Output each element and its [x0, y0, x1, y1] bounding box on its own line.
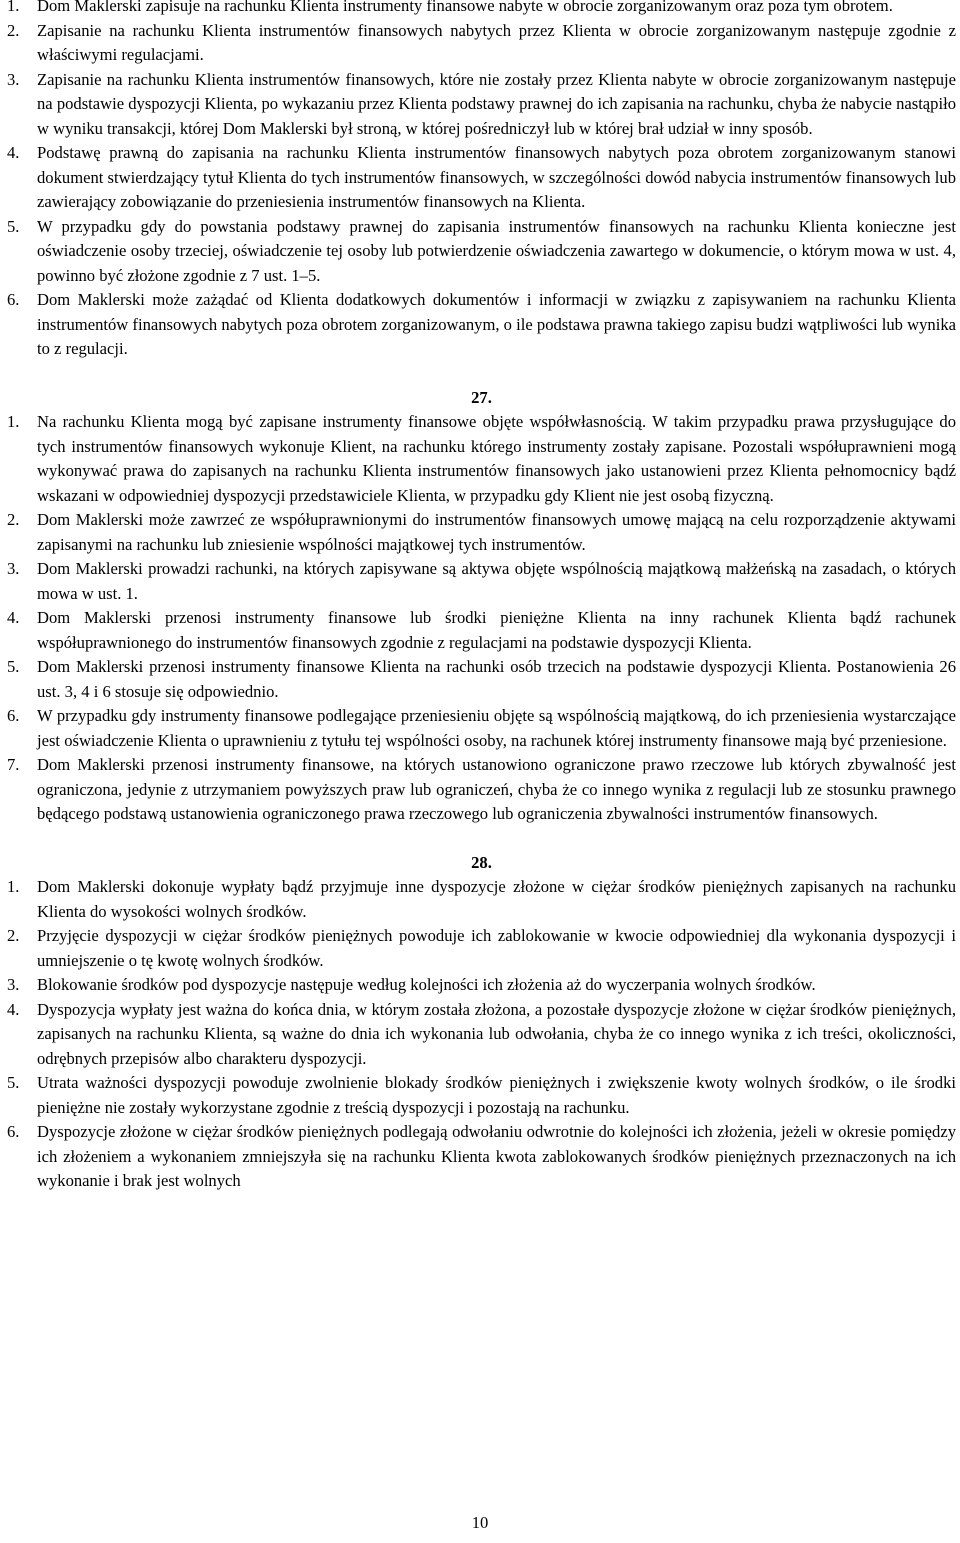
- list-item: [7, 508, 956, 557]
- item-text: Dom Maklerski dokonuje wypłaty bądź przyjmuje inne dyspozycje złożone w ciężar środków pieniężnych zapisanych na rachunku Klienta do wysokości wolnych środków.: [37, 877, 956, 921]
- item-text: Zapisanie na rachunku Klienta instrumentów finansowych, które nie zostały przez Klienta nabyte w obrocie zorganizowanym następuje na podstawie dyspozycji Klienta, po wykazaniu przez Klienta podstawy prawnej do ich zapisania na rachunku, chyba że nabycie nastąpiło w wyniku transakcji, której Dom Maklerski był stroną, w której pośredniczył lub w której brał udział w inny sposób.: [37, 69, 956, 138]
- item-text: W przypadku gdy do powstania podstawy prawnej do zapisania instrumentów finansowych na rachunku Klienta konieczne jest oświadczenie osoby trzeciej, oświadczenie tej osoby lub potwierdzenie oświadczenia zawartego w dokumencie, o którym mowa w ust. 4, powinno być złożone zgodnie z 7 ust. 1–5.: [37, 216, 956, 285]
- item-text: Dom Maklerski przenosi instrumenty finansowe, na których ustanowiono ograniczone prawo rzeczowe lub których zbywalność jest ograniczona, jedynie z utrzymaniem powyższych praw lub ograniczeń, chyba że co innego wynika z regulacji lub ze stosunku prawnego będącego podstawą ustanowienia ograniczonego prawa rzeczowego lub ograniczenia zbywalności instrumentów finansowych.: [37, 755, 956, 823]
- section-27-heading: 27.: [471, 387, 492, 407]
- item-text: Dyspozycja wypłaty jest ważna do końca dnia, w którym została złożona, a pozostałe dyspozycje złożone w ciężar środków pieniężnych, zapisanych na rachunku Klienta, są ważne do dnia ich wykonania lub odwołania, chyba że co innego wynika z ich treści, okoliczności, odrębnych przepisów albo charakteru dyspozycji.: [37, 999, 956, 1068]
- item-number: 5.: [7, 657, 20, 676]
- item-number: 7.: [7, 755, 20, 774]
- item-text: Podstawę prawną do zapisania na rachunku Klienta instrumentów finansowych nabytych poza obrotem zorganizowanym stanowi dokument stwierdzający tytuł Klienta do tych instrumentów finansowych, w szczególności dowód nabycia instrumentów finansowych lub zawierający zobowiązanie do przeniesienia instrumentów finansowych na Klienta.: [37, 143, 956, 211]
- section-28: [7, 875, 956, 1194]
- section-27: [7, 410, 956, 827]
- section-27-heading-wrap: [7, 362, 956, 411]
- item-number: 6.: [7, 1122, 20, 1141]
- item-text: Blokowanie środków pod dyspozycje następuje według kolejności ich złożenia aż do wyczerpania wolnych środków.: [37, 975, 816, 994]
- item-text: Zapisanie na rachunku Klienta instrumentów finansowych nabytych przez Klienta w obrocie zorganizowanym następuje zgodnie z właściwymi regulacjami.: [37, 20, 956, 64]
- list-item: [7, 410, 956, 508]
- item-number: 5.: [7, 216, 20, 236]
- item-number: 1.: [7, 0, 20, 15]
- item-number: 3.: [7, 559, 20, 578]
- item-text: Utrata ważności dyspozycji powoduje zwolnienie blokady środków pieniężnych i zwiększenie kwoty wolnych środków, o ile środki pieniężne nie zostały wykorzystane zgodnie z treścią dyspozycji i pozostają na rachunku.: [37, 1073, 956, 1117]
- list-item: [7, 924, 956, 973]
- list-item: [7, 141, 956, 215]
- item-text: Dom Maklerski zapisuje na rachunku Klienta instrumenty finansowe nabyte w obrocie zorganizowanym oraz poza tym obrotem.: [37, 0, 893, 15]
- page-number: 10: [471, 1513, 489, 1532]
- list-item: [7, 288, 956, 362]
- list-item: [7, 1071, 956, 1120]
- section-26-tail: [7, 0, 956, 362]
- list-item: [7, 973, 956, 998]
- list-item: [7, 0, 956, 19]
- item-text: Przyjęcie dyspozycji w ciężar środków pieniężnych powoduje ich zablokowanie w kwocie odpowiedniej dla wykonania dyspozycji i umniejszenie o tę kwotę wolnych środków.: [37, 926, 956, 970]
- page-content: [7, 0, 956, 1194]
- list-item: [7, 606, 956, 655]
- item-number: 4.: [7, 608, 20, 627]
- item-number: 4.: [7, 999, 20, 1019]
- item-text: Dom Maklerski przenosi instrumenty finansowe Klienta na rachunki osób trzecich na podstawie dyspozycji Klienta. Postanowienia 26 ust. 3, 4 i 6 stosuje się odpowiednio.: [37, 657, 956, 701]
- item-text: Na rachunku Klienta mogą być zapisane instrumenty finansowe objęte współwłasnością. W takim przypadku prawa przysługujące do tych instrumentów finansowych wykonuje Klient, na rachunku którego instrumenty zostały zapisane. Pozostali współuprawnieni mogą wykonywać prawa do zapisanych na rachunku Klienta instrumentów finansowych jako ustanowieni przez Klienta pełnomocnicy bądź wskazani w odpowiedniej dyspozycji przedstawiciele Klienta, w przypadku gdy Klient nie jest osobą fizyczną.: [37, 412, 956, 505]
- list-item: [7, 19, 956, 68]
- section-28-heading: 28.: [471, 852, 492, 872]
- item-text: Dom Maklerski przenosi instrumenty finansowe lub środki pieniężne Klienta na inny rachunek Klienta bądź rachunek współuprawnionego do instrumentów finansowych zgodnie z regulacjami na podstawie dyspozycji Klienta.: [37, 608, 956, 652]
- list-item: [7, 557, 956, 606]
- item-text: Dyspozycje złożone w ciężar środków pieniężnych podlegają odwołaniu odwrotnie do kolejności ich złożenia, jeżeli w okresie pomiędzy ich złożeniem a wykonaniem zmniejszyła się na rachunku Klienta kwota zablokowanych środków pieniężnych przeznaczonych na ich wykonanie i brak jest wolnych: [37, 1122, 956, 1190]
- item-number: 3.: [7, 975, 20, 994]
- item-number: 2.: [7, 20, 20, 40]
- item-number: 2.: [7, 926, 20, 945]
- list-item: [7, 215, 956, 289]
- item-number: 6.: [7, 290, 20, 309]
- list-item: [7, 875, 956, 924]
- item-number: 6.: [7, 706, 20, 725]
- item-text: Dom Maklerski może zażądać od Klienta dodatkowych dokumentów i informacji w związku z zapisywaniem na rachunku Klienta instrumentów finansowych nabytych poza obrotem zorganizowanym, o ile podstawa prawna takiego zapisu budzi wątpliwości lub wynika to z regulacji.: [37, 290, 956, 358]
- item-number: 3.: [7, 69, 20, 89]
- item-number: 1.: [7, 877, 20, 896]
- list-item: [7, 655, 956, 704]
- item-number: 1.: [7, 412, 20, 431]
- item-number: 4.: [7, 143, 20, 162]
- list-item: [7, 68, 956, 142]
- list-item: [7, 1120, 956, 1194]
- section-28-heading-wrap: [7, 827, 956, 876]
- item-text: Dom Maklerski może zawrzeć ze współuprawnionymi do instrumentów finansowych umowę mającą na celu rozporządzenie aktywami zapisanymi na rachunku lub zniesienie wspólności majątkowej tych instrumentów.: [37, 510, 956, 554]
- item-text: W przypadku gdy instrumenty finansowe podlegające przeniesieniu objęte są wspólnością majątkową, do ich przeniesienia wystarczające jest oświadczenie Klienta o uprawnieniu z tytułu tej wspólności osoby, na rachunek której instrumenty finansowe mają być przeniesione.: [37, 706, 956, 750]
- item-number: 5.: [7, 1073, 20, 1092]
- item-text: Dom Maklerski prowadzi rachunki, na których zapisywane są aktywa objęte wspólnością majątkową małżeńską na zasadach, o których mowa w ust. 1.: [37, 559, 956, 603]
- item-number: 2.: [7, 510, 20, 529]
- list-item: [7, 998, 956, 1072]
- list-item: [7, 704, 956, 753]
- list-item: [7, 753, 956, 827]
